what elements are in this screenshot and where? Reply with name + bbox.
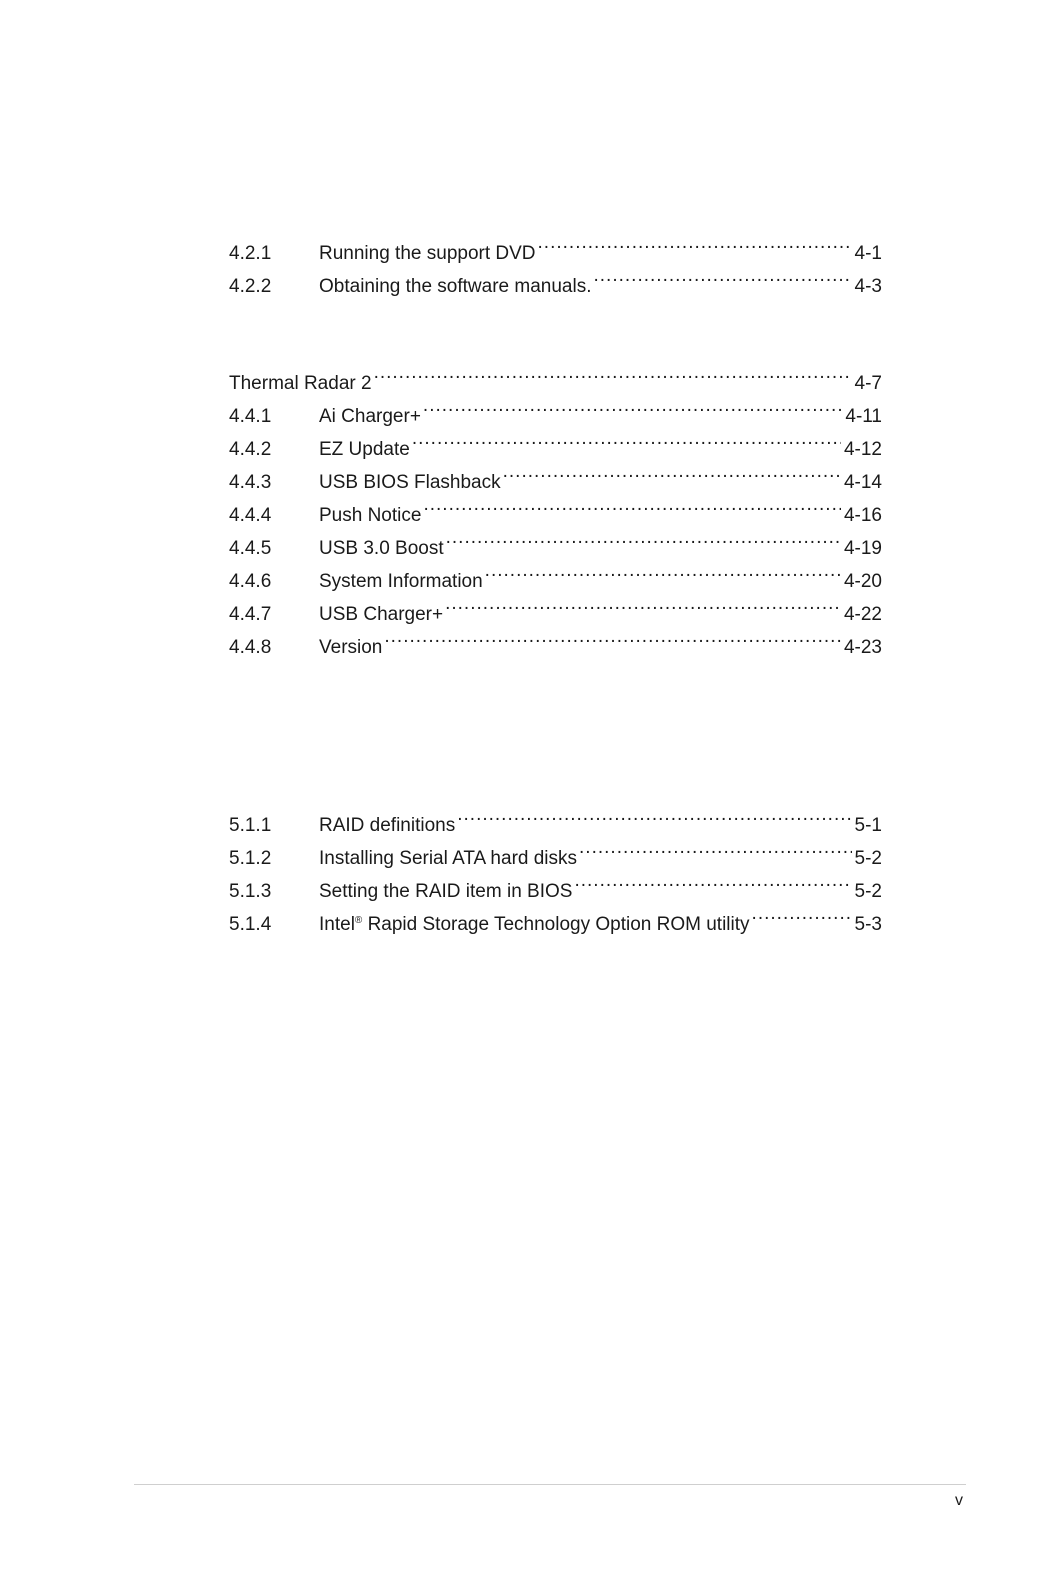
dot-leader	[423, 389, 842, 422]
toc-entry-number: 4.4.5	[229, 538, 272, 559]
toc-entry-page: 4-1	[854, 243, 882, 264]
toc-entry-number: 4.4.3	[229, 472, 272, 493]
toc-entry-page: 4-20	[843, 571, 882, 592]
toc-entry-page: 4-14	[843, 472, 882, 493]
toc-entry-title: USB BIOS Flashback	[319, 472, 501, 493]
toc-entry-page: 4-11	[845, 406, 882, 427]
toc-entry[interactable]	[229, 226, 882, 264]
toc-entry[interactable]	[229, 587, 882, 625]
toc-entry-page: 4-22	[843, 604, 882, 625]
dot-leader	[374, 356, 852, 389]
dot-leader	[538, 226, 852, 259]
dot-leader	[485, 554, 841, 587]
dot-leader	[752, 897, 852, 930]
toc-entry-title: Ai Charger+	[319, 406, 421, 427]
toc-entry-page: 5-3	[854, 914, 882, 935]
page-number: v	[955, 1492, 963, 1509]
toc-entry-number: 4.2.1	[229, 243, 272, 264]
toc-entry-page: 4-3	[854, 276, 882, 297]
toc-entry-title: USB 3.0 Boost	[319, 538, 444, 559]
toc-entry-title: USB Charger+	[319, 604, 444, 625]
toc-entry-title: EZ Update	[319, 439, 410, 460]
footer-divider	[134, 1484, 966, 1485]
toc-entry-title-prefix: Intel	[319, 914, 355, 935]
toc-entry-page: 4-12	[843, 439, 882, 460]
toc-entry-number: 5.1.2	[229, 848, 272, 869]
toc-entry[interactable]	[229, 488, 882, 526]
toc-entry-page: 4-16	[843, 505, 882, 526]
registered-mark: ®	[354, 915, 363, 926]
toc-entry-title: Obtaining the software manuals.	[319, 276, 592, 297]
toc-entry-number: 4.2.2	[229, 276, 272, 297]
toc-entry-number: 4.4.2	[229, 439, 272, 460]
toc-entry-page: 4-7	[854, 373, 882, 394]
toc-entry-title-rest: Rapid Storage Technology Option ROM utility	[362, 914, 750, 935]
toc-entry[interactable]	[229, 620, 882, 658]
toc-entry-number: 4.4.8	[229, 637, 272, 658]
dot-leader	[412, 422, 841, 455]
toc-entry[interactable]	[229, 897, 882, 935]
dot-leader	[446, 521, 841, 554]
toc-entry-title: Installing Serial ATA hard disks	[319, 848, 578, 869]
dot-leader	[384, 620, 841, 653]
toc-entry[interactable]	[229, 798, 882, 836]
dot-leader	[574, 864, 851, 897]
dot-leader	[445, 587, 841, 620]
toc-section-5-1	[229, 798, 882, 935]
toc-entry-number: 4.4.1	[229, 406, 272, 427]
toc-section-4-2	[229, 226, 882, 297]
toc-entry-number: 4.4.7	[229, 604, 272, 625]
toc-entry-page: 5-1	[854, 815, 882, 836]
toc-entry[interactable]	[229, 389, 882, 427]
toc-entry-title: Running the support DVD	[319, 243, 536, 264]
toc-entry[interactable]	[229, 864, 882, 902]
toc-entry[interactable]	[229, 455, 882, 493]
toc-entry-number: 4.4.6	[229, 571, 272, 592]
toc-entry[interactable]	[229, 831, 882, 869]
toc-entry-title: Version	[319, 637, 383, 658]
toc-entry[interactable]	[229, 356, 882, 394]
toc-entry-title: System Information	[319, 571, 483, 592]
dot-leader	[423, 488, 841, 521]
toc-entry-number: 5.1.1	[229, 815, 272, 836]
toc-entry-page: 5-2	[854, 848, 882, 869]
toc-entry-title: Thermal Radar 2	[229, 373, 372, 394]
toc-entry-number: 5.1.3	[229, 881, 272, 902]
toc-entry-number: 5.1.4	[229, 914, 272, 935]
toc-entry[interactable]	[229, 554, 882, 592]
dot-leader	[503, 455, 841, 488]
toc-entry-title: RAID definitions	[319, 815, 456, 836]
toc-entry-page: 5-2	[854, 881, 882, 902]
toc-entry-number: 4.4.4	[229, 505, 272, 526]
toc-entry-title: Push Notice	[319, 505, 422, 526]
toc-entry[interactable]	[229, 259, 882, 297]
toc-entry[interactable]	[229, 422, 882, 460]
toc-section-4-4	[229, 356, 882, 658]
dot-leader	[579, 831, 852, 864]
dot-leader	[457, 798, 851, 831]
toc-entry-title	[319, 904, 752, 941]
dot-leader	[594, 259, 852, 292]
toc-entry[interactable]	[229, 521, 882, 559]
toc-entry-page: 4-23	[843, 637, 882, 658]
toc-entry-title: Setting the RAID item in BIOS	[319, 881, 573, 902]
toc-entry-page: 4-19	[843, 538, 882, 559]
